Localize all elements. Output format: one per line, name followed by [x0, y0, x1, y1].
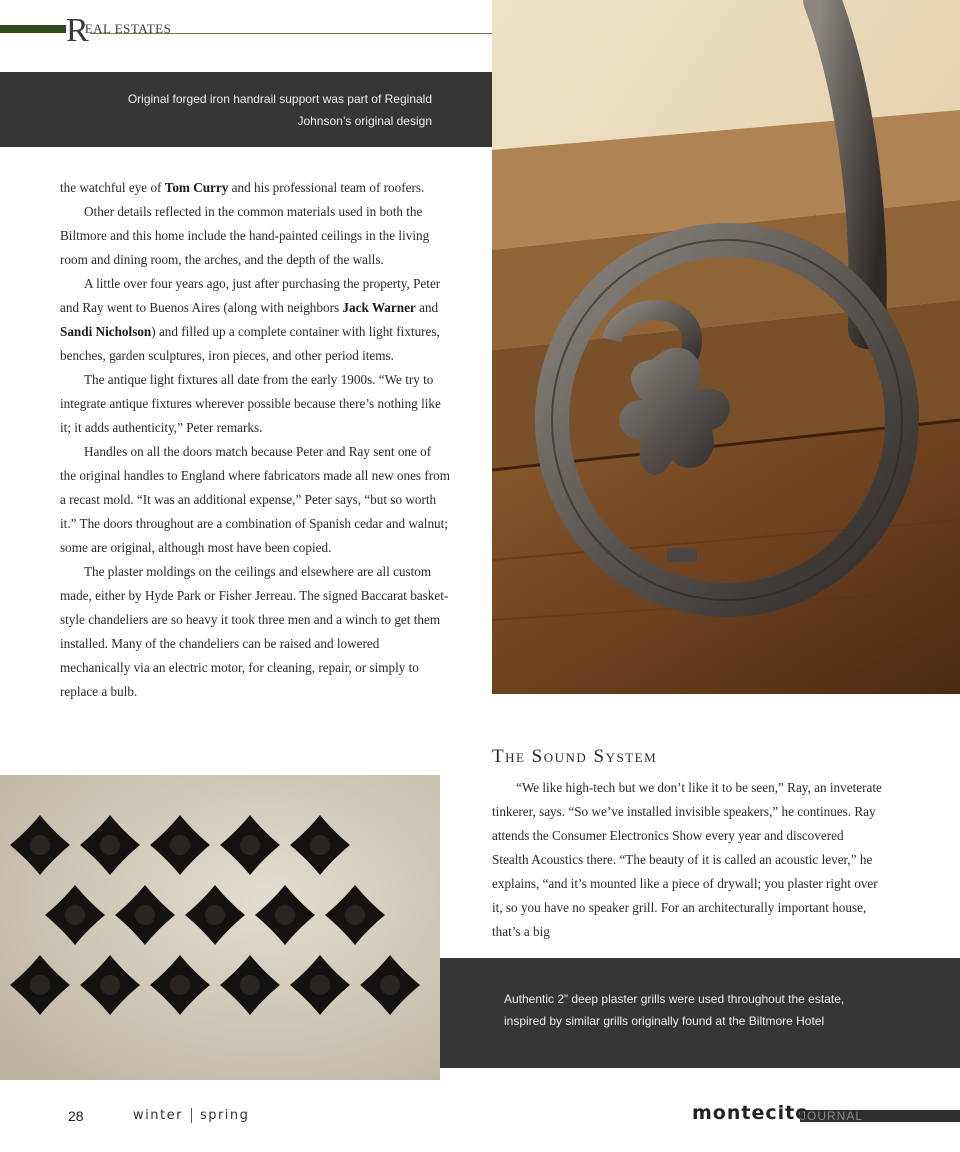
bottom-caption-box — [440, 958, 960, 1068]
section-body — [492, 776, 882, 944]
article-paragraph: The plaster moldings on the ceilings and elsewhere are all custom made, either by Hyde Park or Fisher Jerreau. The signed Baccarat basket-style chandeliers are so heavy it took three men and a winch to get them installed. Many of the chandeliers can be raised and lowered mechanically via an electric motor, for cleaning, repair, or simply to replace a bulb. — [60, 564, 449, 699]
article-paragraph: Handles on all the doors match because Peter and Ray sent one of the original handles to England where fabricators made all new ones from a recast mold. “It was an additional expense,” Peter says, “but so worth it.” The doors throughout are a combination of Spanish cedar and walnut; some are original, although most have been copied. — [60, 444, 450, 555]
top-caption-text: Original forged iron handrail support was part of Reginald Johnson’s original design — [127, 92, 432, 128]
brand-name: montecito — [692, 1102, 810, 1124]
article-body — [60, 176, 450, 704]
season-spring: spring — [199, 1108, 250, 1123]
page-number: 28 — [68, 1108, 84, 1124]
brand-logo — [692, 1101, 809, 1125]
text-run: ) and filled up a complete container with light fixtures, benches, garden sculptures, iron pieces, and other period items. — [60, 324, 440, 363]
text-run: the watchful eye of — [60, 180, 165, 195]
article-paragraph: Other details reflected in the common materials used in both the Biltmore and this home include the hand-painted ceilings in the living room and dining room, the arches, and the depth of the walls. — [60, 204, 430, 267]
text-run: and — [415, 300, 439, 315]
article-paragraph — [60, 272, 450, 368]
section-title: The Sound System — [492, 746, 658, 767]
issue-season — [133, 1108, 249, 1123]
season-divider — [191, 1108, 192, 1123]
top-caption-box — [0, 72, 492, 147]
text-run: A little over four years ago, just after purchasing the property, Peter and Ray went to Buenos Aires (along with neighbors — [60, 276, 441, 315]
person-name: Sandi Nicholson — [60, 324, 152, 339]
header-accent-bar — [0, 25, 66, 33]
bottom-caption-text: Authentic 2” deep plaster grills were used throughout the estate, inspired by similar grills originally found at the Biltmore Hotel — [504, 992, 845, 1028]
plaster-grill-photo — [0, 775, 440, 1080]
brand-subtitle: JOURNAL — [800, 1109, 864, 1123]
article-paragraph: “We like high-tech but we don’t like it to be seen,” Ray, an inveterate tinkerer, says. “So we’ve installed invisible speakers,” he continues. Ray attends the Consumer Electronics Show every year and discovered Stealth Acoustics there. “The beauty of it is called an acoustic lever,” he explains, “and it’s mounted like a piece of drywall; you plaster right over it, so you have no speaker grill. For an architecturally important house, that’s a big — [492, 780, 882, 939]
article-paragraph — [60, 176, 450, 200]
section-header-initial: R — [66, 12, 89, 49]
section-header-text: EAL ESTATES — [84, 21, 172, 36]
person-name: Tom Curry — [164, 180, 229, 195]
forged-iron-handrail-photo — [492, 0, 960, 694]
person-name: Jack Warner — [342, 300, 416, 315]
text-run: and his professional team of roofers. — [228, 180, 425, 195]
section-header — [66, 14, 171, 54]
season-winter: winter — [133, 1108, 183, 1123]
article-paragraph: The antique light fixtures all date from the early 1900s. “We try to integrate antique fixtures wherever possible because there’s nothing like it; it adds authenticity,” Peter remarks. — [60, 372, 441, 435]
